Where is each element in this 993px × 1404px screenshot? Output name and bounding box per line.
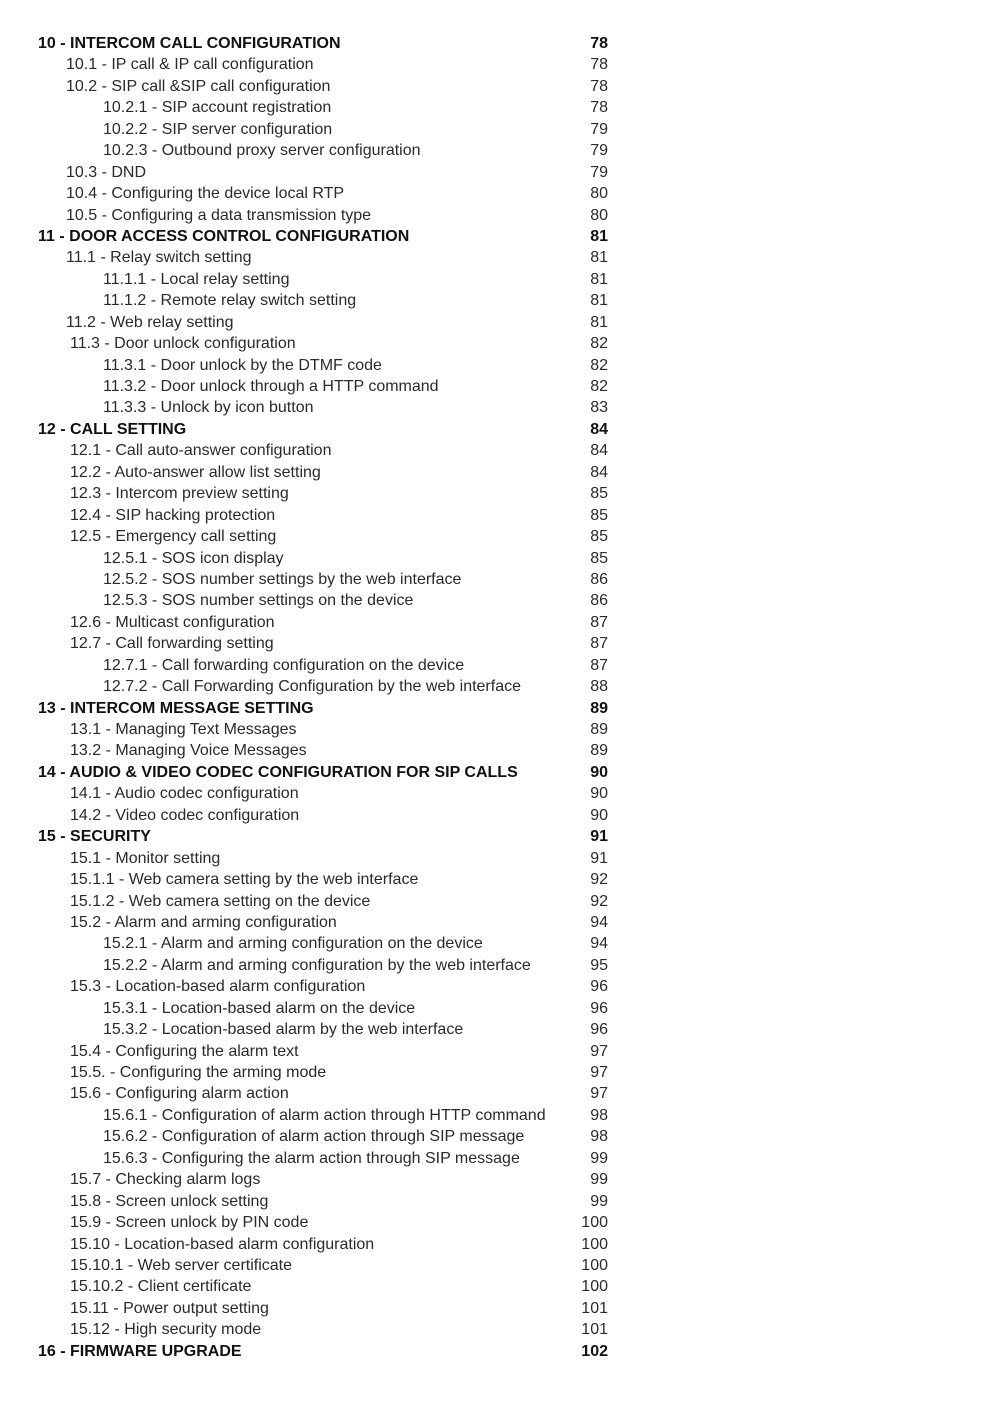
toc-page-number: 99 xyxy=(590,1149,608,1167)
toc-section-row[interactable] xyxy=(38,119,608,140)
toc-section-row[interactable] xyxy=(38,869,608,890)
toc-page-number: 100 xyxy=(581,1278,608,1296)
toc-entry-title: 14 - AUDIO & VIDEO CODEC CONFIGURATION FOR SIP CALLS xyxy=(38,763,518,781)
toc-section-row[interactable] xyxy=(38,1212,608,1233)
toc-section-row[interactable] xyxy=(38,355,608,376)
toc-entry-title: 12.5 - Emergency call setting xyxy=(70,528,277,546)
toc-page-number: 94 xyxy=(590,935,608,953)
toc-section-row[interactable] xyxy=(38,462,608,483)
toc-section-row[interactable] xyxy=(38,1083,608,1104)
toc-entry-title: 15.3.2 - Location-based alarm by the web interface xyxy=(103,1021,464,1039)
toc-section-row[interactable] xyxy=(38,440,608,461)
toc-section-row[interactable] xyxy=(38,526,608,547)
toc-section-row[interactable] xyxy=(38,719,608,740)
toc-page-number: 88 xyxy=(590,678,608,696)
toc-entry-title: 10.4 - Configuring the device local RTP xyxy=(66,185,345,203)
toc-page-number: 85 xyxy=(590,549,608,567)
toc-chapter-row[interactable] xyxy=(38,33,608,54)
toc-section-row[interactable] xyxy=(38,162,608,183)
toc-entry-title: 15.5. - Configuring the arming mode xyxy=(70,1064,327,1081)
toc-page-number: 82 xyxy=(590,378,608,395)
toc-section-row[interactable] xyxy=(38,54,608,75)
toc-section-row[interactable] xyxy=(38,612,608,633)
toc-section-row[interactable] xyxy=(38,655,608,676)
toc-page-number: 81 xyxy=(590,292,608,310)
toc-entry-title: 15.3.1 - Location-based alarm on the device xyxy=(103,999,416,1017)
toc-section-row[interactable] xyxy=(38,333,608,354)
toc-section-row[interactable] xyxy=(38,397,608,418)
toc-page-number: 92 xyxy=(590,871,608,889)
toc-page-number: 94 xyxy=(590,913,608,931)
toc-entry-title: 11.1.1 - Local relay setting xyxy=(103,270,290,288)
toc-entry-title: 12.6 - Multicast configuration xyxy=(70,613,275,631)
toc-section-row[interactable] xyxy=(38,1041,608,1062)
toc-page-number: 100 xyxy=(581,1214,608,1232)
toc-entry-title: 12.3 - Intercom preview setting xyxy=(70,485,289,503)
toc-section-row[interactable] xyxy=(38,848,608,869)
toc-entry-title: 13.1 - Managing Text Messages xyxy=(70,721,297,738)
toc-page-number: 101 xyxy=(581,1299,608,1317)
toc-page-number: 97 xyxy=(590,1042,608,1060)
toc-entry-title: 12.1 - Call auto-answer configuration xyxy=(70,442,332,460)
toc-page-number: 81 xyxy=(590,227,608,245)
toc-page-number: 91 xyxy=(590,828,608,846)
toc-entry-title: 15.6.1 - Configuration of alarm action through HTTP command xyxy=(103,1106,546,1124)
toc-page-number: 99 xyxy=(590,1192,608,1210)
toc-page-number: 92 xyxy=(590,892,608,910)
toc-page-number: 87 xyxy=(590,656,608,674)
toc-entry-title: 15.6 - Configuring alarm action xyxy=(70,1085,289,1103)
toc-page-number: 97 xyxy=(590,1064,608,1081)
toc-section-row[interactable] xyxy=(38,569,608,590)
toc-entry-title: 15.1.2 - Web camera setting on the device xyxy=(70,892,371,910)
toc-section-row[interactable] xyxy=(38,783,608,804)
toc-page-number: 90 xyxy=(590,785,608,803)
toc-page-number: 84 xyxy=(590,442,608,460)
toc-page-number: 79 xyxy=(590,120,608,138)
toc-entry-title: 15.2.2 - Alarm and arming configuration by the web interface xyxy=(103,956,531,974)
toc-entry-title: 12.5.2 - SOS number settings by the web interface xyxy=(103,570,462,588)
toc-entry-title: 12.5.1 - SOS icon display xyxy=(103,549,284,567)
toc-section-row[interactable] xyxy=(38,891,608,912)
toc-entry-title: 14.1 - Audio codec configuration xyxy=(70,785,299,803)
toc-section-row[interactable] xyxy=(38,312,608,333)
toc-entry-title: 10.1 - IP call & IP call configuration xyxy=(66,56,314,74)
toc-section-row[interactable] xyxy=(38,548,608,569)
toc-section-row[interactable] xyxy=(38,1148,608,1169)
toc-entry-title: 11.3 - Door unlock configuration xyxy=(70,335,296,353)
toc-section-row[interactable] xyxy=(38,205,608,226)
toc-page-number: 98 xyxy=(590,1106,608,1124)
toc-section-row[interactable] xyxy=(38,955,608,976)
toc-entry-title: 12 - CALL SETTING xyxy=(38,420,187,438)
toc-section-row[interactable] xyxy=(38,269,608,290)
toc-page-number: 99 xyxy=(590,1171,608,1189)
toc-page-number: 98 xyxy=(590,1128,608,1146)
toc-entry-title: 15.11 - Power output setting xyxy=(70,1299,269,1317)
toc-entry-title: 11.1 - Relay switch setting xyxy=(66,249,252,267)
table-of-contents xyxy=(38,33,608,1362)
toc-section-row[interactable] xyxy=(38,1234,608,1255)
toc-section-row[interactable] xyxy=(38,140,608,161)
toc-entry-title: 12.7.2 - Call Forwarding Configuration by the web interface xyxy=(103,678,521,696)
toc-entry-title: 10.3 - DND xyxy=(66,163,147,181)
toc-section-row[interactable] xyxy=(38,1126,608,1147)
toc-entry-title: 15.10.1 - Web server certificate xyxy=(70,1256,293,1274)
toc-entry-title: 10.5 - Configuring a data transmission type xyxy=(66,206,372,224)
toc-page-number: 79 xyxy=(590,142,608,160)
toc-page-number: 87 xyxy=(590,635,608,653)
toc-entry-title: 12.7 - Call forwarding setting xyxy=(70,635,274,653)
toc-page-number: 80 xyxy=(590,185,608,203)
toc-entry-title: 11.3.3 - Unlock by icon button xyxy=(103,399,314,417)
toc-entry-title: 15.2.1 - Alarm and arming configuration on the device xyxy=(103,935,483,953)
toc-section-row[interactable] xyxy=(38,247,608,268)
toc-section-row[interactable] xyxy=(38,676,608,697)
toc-section-row[interactable] xyxy=(38,376,608,397)
toc-entry-title: 13.2 - Managing Voice Messages xyxy=(70,742,307,760)
toc-page-number: 82 xyxy=(590,356,608,374)
toc-page-number: 95 xyxy=(590,956,608,974)
toc-page-number: 100 xyxy=(581,1235,608,1253)
toc-page-number: 96 xyxy=(590,978,608,996)
toc-chapter-row[interactable] xyxy=(38,826,608,847)
toc-entry-title: 12.2 - Auto-answer allow list setting xyxy=(70,463,321,481)
toc-entry-title: 15.10 - Location-based alarm configuration xyxy=(70,1235,375,1253)
toc-section-row[interactable] xyxy=(38,505,608,526)
toc-entry-title: 11.1.2 - Remote relay switch setting xyxy=(103,292,357,310)
toc-page-number: 96 xyxy=(590,999,608,1017)
toc-page-number: 86 xyxy=(590,570,608,588)
toc-entry-title: 15.10.2 - Client certificate xyxy=(70,1278,252,1296)
toc-section-row[interactable] xyxy=(38,97,608,118)
toc-entry-title: 15.1 - Monitor setting xyxy=(70,849,221,867)
toc-entry-title: 11.3.1 - Door unlock by the DTMF code xyxy=(103,356,382,374)
toc-section-row[interactable] xyxy=(38,1105,608,1126)
toc-page-number: 78 xyxy=(590,77,608,95)
toc-section-row[interactable] xyxy=(38,290,608,311)
toc-entry-title: 14.2 - Video codec configuration xyxy=(70,806,300,824)
toc-entry-title: 10.2.3 - Outbound proxy server configuration xyxy=(103,142,421,160)
toc-section-row[interactable] xyxy=(38,976,608,997)
toc-entry-title: 12.7.1 - Call forwarding configuration on the device xyxy=(103,656,465,674)
toc-page-number: 90 xyxy=(590,806,608,824)
toc-section-row[interactable] xyxy=(38,1298,608,1319)
toc-page-number: 85 xyxy=(590,485,608,503)
toc-chapter-row[interactable] xyxy=(38,226,608,247)
toc-section-row[interactable] xyxy=(38,1169,608,1190)
toc-section-row[interactable] xyxy=(38,1319,608,1340)
toc-entry-title: 15.4 - Configuring the alarm text xyxy=(70,1042,299,1060)
toc-section-row[interactable] xyxy=(38,633,608,654)
toc-page-number: 78 xyxy=(590,35,608,52)
toc-page-number: 78 xyxy=(590,56,608,74)
toc-section-row[interactable] xyxy=(38,183,608,204)
toc-page-number: 85 xyxy=(590,528,608,546)
toc-chapter-row[interactable] xyxy=(38,698,608,719)
toc-entry-title: 11 - DOOR ACCESS CONTROL CONFIGURATION xyxy=(38,227,410,245)
toc-entry-title: 11.3.2 - Door unlock through a HTTP command xyxy=(103,378,439,395)
toc-page-number: 89 xyxy=(590,742,608,760)
toc-entry-title: 16 - FIRMWARE UPGRADE xyxy=(38,1342,242,1360)
toc-page-number: 79 xyxy=(590,163,608,181)
toc-section-row[interactable] xyxy=(38,483,608,504)
toc-entry-title: 13 - INTERCOM MESSAGE SETTING xyxy=(38,699,314,717)
toc-section-row[interactable] xyxy=(38,933,608,954)
toc-section-row[interactable] xyxy=(38,1019,608,1040)
toc-page-number: 84 xyxy=(590,420,608,438)
toc-page-number: 100 xyxy=(581,1256,608,1274)
toc-entry-title: 15.12 - High security mode xyxy=(70,1321,262,1339)
toc-entry-title: 15.8 - Screen unlock setting xyxy=(70,1192,269,1210)
toc-page-number: 97 xyxy=(590,1085,608,1103)
toc-chapter-row[interactable] xyxy=(38,762,608,783)
toc-section-row[interactable] xyxy=(38,76,608,97)
toc-chapter-row[interactable] xyxy=(38,1341,608,1362)
toc-page-number: 81 xyxy=(590,270,608,288)
toc-page-number: 86 xyxy=(590,592,608,610)
toc-section-row[interactable] xyxy=(38,1062,608,1083)
toc-entry-title: 15.6.2 - Configuration of alarm action through SIP message xyxy=(103,1128,525,1146)
toc-section-row[interactable] xyxy=(38,1191,608,1212)
toc-page-number: 87 xyxy=(590,613,608,631)
toc-entry-title: 10 - INTERCOM CALL CONFIGURATION xyxy=(38,35,341,52)
toc-page-number: 80 xyxy=(590,206,608,224)
toc-entry-title: 15 - SECURITY xyxy=(38,828,151,846)
toc-entry-title: 12.4 - SIP hacking protection xyxy=(70,506,276,524)
toc-section-row[interactable] xyxy=(38,740,608,761)
toc-page-number: 83 xyxy=(590,399,608,417)
toc-entry-title: 11.2 - Web relay setting xyxy=(66,313,234,331)
toc-entry-title: 15.1.1 - Web camera setting by the web interface xyxy=(70,871,419,889)
toc-entry-title: 12.5.3 - SOS number settings on the device xyxy=(103,592,414,610)
toc-section-row[interactable] xyxy=(38,590,608,611)
toc-page-number: 81 xyxy=(590,313,608,331)
toc-page-number: 82 xyxy=(590,335,608,353)
toc-page-number: 84 xyxy=(590,463,608,481)
toc-entry-title: 10.2.2 - SIP server configuration xyxy=(103,120,333,138)
toc-page-number: 85 xyxy=(590,506,608,524)
toc-entry-title: 15.3 - Location-based alarm configuration xyxy=(70,978,366,996)
toc-chapter-row[interactable] xyxy=(38,419,608,440)
toc-section-row[interactable] xyxy=(38,912,608,933)
toc-page-number: 89 xyxy=(590,721,608,738)
toc-page-number: 101 xyxy=(581,1321,608,1339)
toc-page-number: 102 xyxy=(581,1342,608,1360)
toc-entry-title: 15.9 - Screen unlock by PIN code xyxy=(70,1214,309,1232)
toc-section-row[interactable] xyxy=(38,1255,608,1276)
toc-section-row[interactable] xyxy=(38,1276,608,1297)
toc-entry-title: 15.2 - Alarm and arming configuration xyxy=(70,913,337,931)
toc-page-number: 89 xyxy=(590,699,608,717)
toc-entry-title: 10.2.1 - SIP account registration xyxy=(103,99,332,117)
toc-entry-title: 15.7 - Checking alarm logs xyxy=(70,1171,261,1189)
toc-section-row[interactable] xyxy=(38,998,608,1019)
toc-section-row[interactable] xyxy=(38,805,608,826)
toc-page-number: 90 xyxy=(590,763,608,781)
toc-page-number: 81 xyxy=(590,249,608,267)
toc-page-number: 78 xyxy=(590,99,608,117)
toc-page-number: 96 xyxy=(590,1021,608,1039)
toc-entry-title: 15.6.3 - Configuring the alarm action through SIP message xyxy=(103,1149,520,1167)
toc-entry-title: 10.2 - SIP call &SIP call configuration xyxy=(66,77,331,95)
toc-page-number: 91 xyxy=(590,849,608,867)
